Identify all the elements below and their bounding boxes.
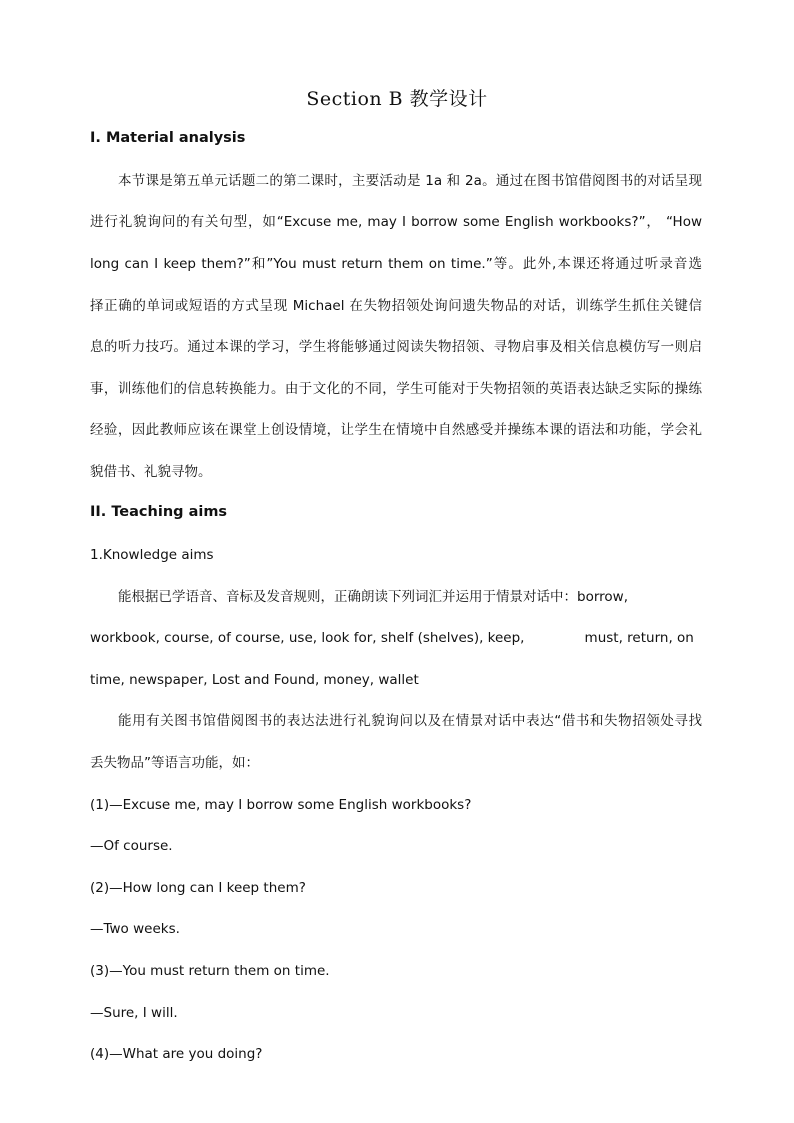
- subheading-knowledge-aims: 1.Knowledge aims: [90, 547, 214, 563]
- example-line: (2)—How long can I keep them?: [90, 880, 306, 896]
- example-line: —Two weeks.: [90, 921, 180, 937]
- vocab-line: workbook, course, of course, use, look for, shelf (shelves), keep, must, return, on: [90, 630, 694, 646]
- example-line: (1)—Excuse me, may I borrow some English workbooks?: [90, 797, 472, 813]
- function-line: 能用有关图书馆借阅图书的表达法进行礼貌询问以及在情景对话中表达“借书和失物招领处寻找: [118, 713, 702, 729]
- document-title: Section B 教学设计: [306, 88, 488, 110]
- paragraph-line: long can I keep them?”和”You must return them on time.”等。此外,本课还将通过听录音选: [90, 256, 702, 272]
- example-line: (4)—What are you doing?: [90, 1046, 263, 1062]
- example-line: —Of course.: [90, 838, 173, 854]
- section-heading-teaching-aims: II. Teaching aims: [90, 504, 228, 520]
- paragraph-line: 进行礼貌询问的有关句型，如“Excuse me, may I borrow some English workbooks?”， “How: [90, 214, 702, 230]
- section-heading-material-analysis: I. Material analysis: [90, 130, 246, 146]
- function-line: 丢失物品”等语言功能，如：: [90, 755, 259, 771]
- paragraph-line: 貌借书、礼貌寻物。: [90, 464, 212, 480]
- vocab-line: 能根据已学语音、音标及发音规则，正确朗读下列词汇并运用于情景对话中：borrow,: [118, 589, 628, 605]
- paragraph-line: 择正确的单词或短语的方式呈现 Michael 在失物招领处询问遗失物品的对话，训练学生抓住关键信: [90, 298, 702, 314]
- paragraph-line: 事，训练他们的信息转换能力。由于文化的不同，学生可能对于失物招领的英语表达缺乏实际的操练: [90, 381, 702, 397]
- paragraph-line: 息的听力技巧。通过本课的学习，学生将能够通过阅读失物招领、寻物启事及相关信息模仿写一则启: [90, 339, 702, 355]
- paragraph-line: 本节课是第五单元话题二的第二课时，主要活动是 1a 和 2a。通过在图书馆借阅图书的对话呈现: [118, 173, 702, 189]
- vocab-line: time, newspaper, Lost and Found, money, wallet: [90, 672, 419, 688]
- paragraph-line: 经验，因此教师应该在课堂上创设情境，让学生在情境中自然感受并操练本课的语法和功能，学会礼: [90, 422, 702, 438]
- example-line: —Sure, I will.: [90, 1005, 178, 1021]
- example-line: (3)—You must return them on time.: [90, 963, 330, 979]
